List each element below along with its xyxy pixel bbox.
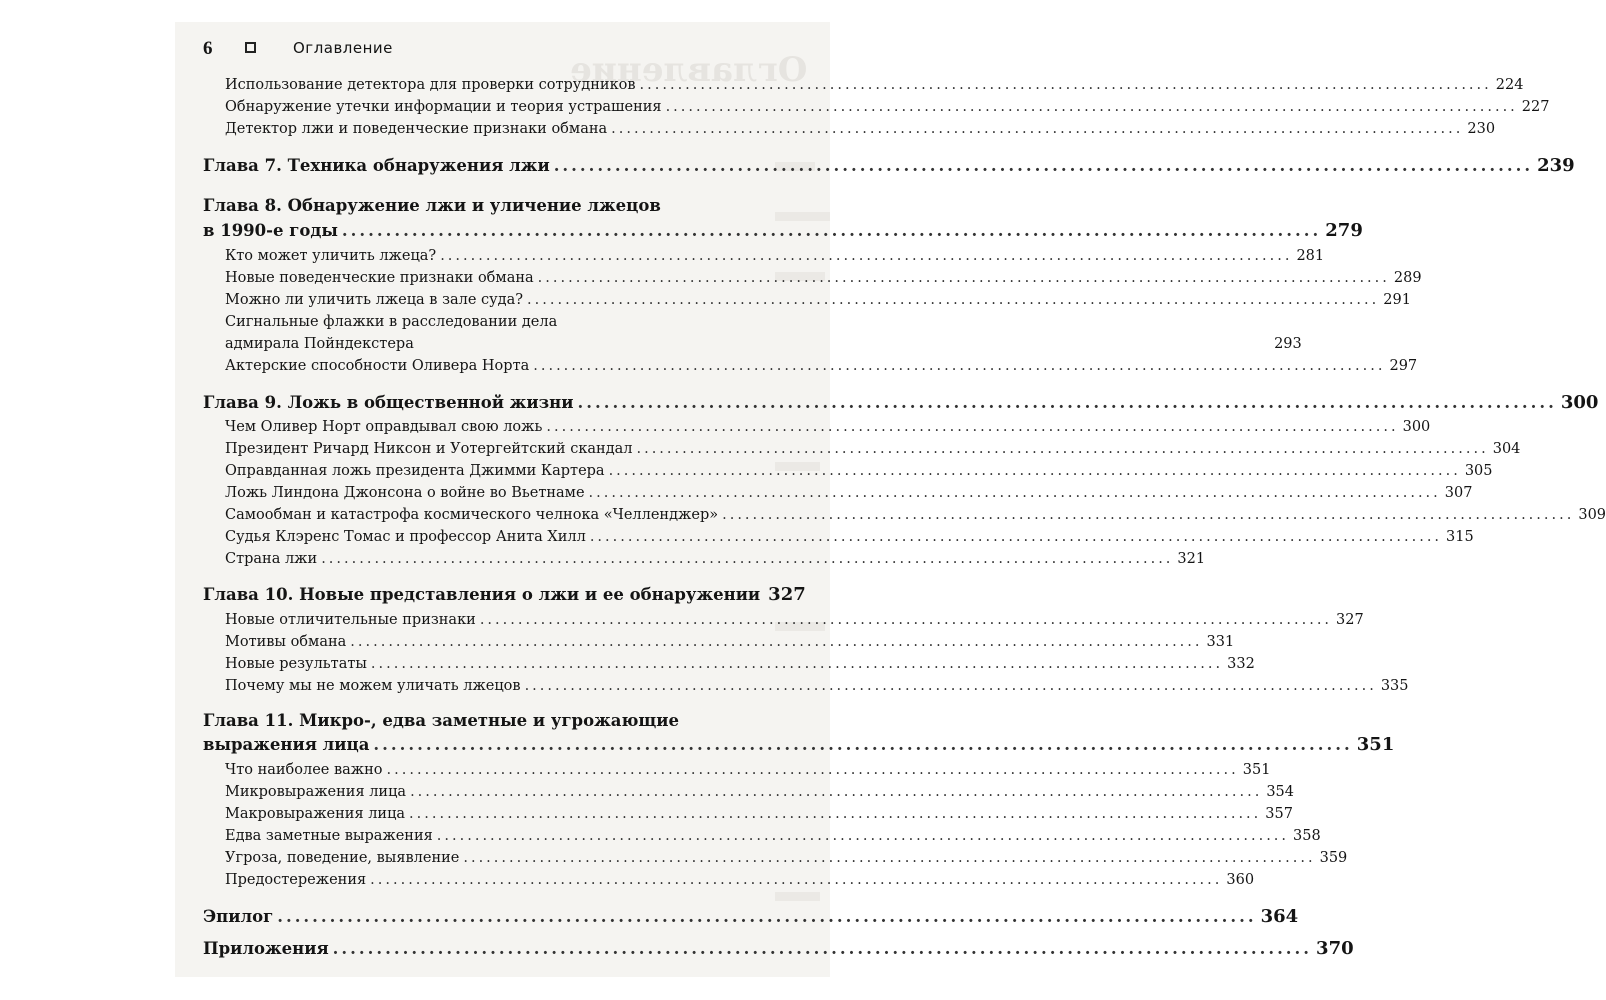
toc-entry-label: Судья Клэренс Томас и профессор Анита Хилл [225,529,586,545]
toc-chapter[interactable] [203,938,1354,959]
leader-dots: ................................................................................................................ [588,485,1441,501]
toc-entry[interactable] [225,121,1496,137]
leader-dots: ................................................................................................................ [611,121,1464,137]
toc-chapter-label: Приложения [203,939,329,958]
toc-entry[interactable] [225,784,1294,800]
leader-dots: ................................................................................................................ [386,762,1239,778]
page-number: 6 [203,38,213,59]
toc-entry-label: Что наиболее важно [225,762,383,778]
toc-chapter[interactable] [203,392,1599,413]
toc-chapter-label: в 1990-е годы [203,221,338,240]
toc-entry-label: Президент Ричард Никсон и Уотергейтский скандал [225,441,633,457]
leader-dots: ................................................................................................................ [527,292,1380,308]
toc-chapter-label: выражения лица [203,735,370,754]
toc-entry[interactable] [225,485,1473,501]
toc-entry-label: Самообман и катастрофа космического челнока «Челленджер» [225,507,719,523]
toc-entry-label: Новые отличительные признаки [225,612,476,628]
toc-entry-page: 293 [1274,336,1302,352]
toc-entry-page: 305 [1464,463,1493,479]
toc-chapter-page: 279 [1325,220,1363,241]
toc-chapter-label: Глава 10. Новые представления о лжи и ее обнаружении [203,585,761,604]
leader-dots: ................................................................................................................ [524,678,1377,694]
leader-dots: ................................................................................................................ [277,907,1257,926]
toc-entry[interactable] [225,336,1302,352]
leader-dots: ................................................................................................................ [410,784,1263,800]
toc-entry-page: 359 [1319,850,1348,866]
toc-entry-label: Угроза, поведение, выявление [225,850,460,866]
toc-entry-label[interactable]: Сигнальные флажки в расследовании дела [225,314,558,330]
leader-dots: ................................................................................................................ [440,248,1293,264]
toc-entry[interactable] [225,77,1524,93]
toc-entry-label: Микровыражения лица [225,784,407,800]
toc-entry[interactable] [225,292,1411,308]
toc-entry-page: 332 [1227,656,1255,672]
leader-dots: ................................................................................................................ [537,270,1390,286]
toc-entry[interactable] [225,828,1321,844]
toc-chapter-page: 364 [1260,906,1299,927]
toc-entry-label: Можно ли уличить лжеца в зале суда? [225,292,524,308]
toc-entry-page: 227 [1521,99,1550,115]
toc-entry[interactable] [225,99,1550,115]
toc-entry[interactable] [225,612,1364,628]
toc-entry-page: 304 [1492,441,1521,457]
leader-dots: ................................................................................................................ [321,551,1174,567]
leader-dots: ................................................................................................................ [589,529,1443,545]
toc-entry-page: 291 [1383,292,1411,308]
toc-chapter-page: 351 [1356,734,1395,755]
toc-entry-label: Обнаружение утечки информации и теория устрашения [225,99,662,115]
leader-dots: ................................................................................................................ [370,656,1224,672]
toc-chapter[interactable] [203,734,1395,755]
leader-dots: ................................................................................................................ [479,612,1333,628]
toc-chapter[interactable] [203,906,1299,927]
toc-entry-page: 230 [1467,121,1496,137]
leader-dots: ................................................................................................................ [463,850,1316,866]
toc-chapter-label[interactable]: Глава 11. Микро-, едва заметные и угрожающие [203,711,679,730]
leader-dots: ................................................................................................................ [373,735,1353,754]
toc-entry[interactable] [225,656,1255,672]
leader-dots: ................................................................................................................ [533,358,1386,374]
toc-entry-page: 331 [1206,634,1235,650]
toc-chapter-page: 300 [1560,392,1599,413]
leader-dots: ................................................................................................................ [341,221,1322,240]
toc-entry-page: 224 [1495,77,1524,93]
toc-entry-page: 289 [1393,270,1422,286]
running-title: Оглавление [293,39,393,57]
toc-entry-page: 357 [1265,806,1293,822]
toc-entry-page: 358 [1293,828,1321,844]
toc-entry-label: Новые поведенческие признаки обмана [225,270,534,286]
toc-entry-page: 309 [1578,507,1606,523]
toc-entry-label: Предостережения [225,872,367,888]
toc-entry-label: Кто может уличить лжеца? [225,248,437,264]
toc-entry-page: 300 [1402,419,1431,435]
toc-entry[interactable] [225,507,1606,523]
toc-entry-page: 327 [1336,612,1364,628]
bleed-through-line [775,892,820,901]
leader-dots: ................................................................................................................ [636,441,1489,457]
leader-dots: ................................................................................................................ [409,806,1262,822]
toc-chapter-label: Эпилог [203,907,274,926]
toc-chapter[interactable] [203,155,1575,176]
leader-dots: ................................................................................................................ [370,872,1223,888]
leader-dots: ................................................................................................................ [665,99,1518,115]
toc-chapter-page: 327 [768,584,806,605]
toc-entry-label: Чем Оливер Норт оправдывал свою ложь [225,419,543,435]
leader-dots: ................................................................................................................ [639,77,1492,93]
running-header [203,38,503,58]
leader-dots: ................................................................................................................ [553,156,1534,175]
toc-entry-label: Ложь Линдона Джонсона о войне во Вьетнаме [225,485,585,501]
bleed-through-text: Оглавление [570,50,808,90]
leader-dots: ................................................................................................................ [577,393,1557,412]
toc-entry[interactable] [225,441,1521,457]
toc-entry-page: 297 [1389,358,1418,374]
toc-entry-label: Почему мы не можем уличать лжецов [225,678,521,694]
toc-entry[interactable] [225,762,1271,778]
toc-chapter-label: Глава 9. Ложь в общественной жизни [203,393,574,412]
toc-entry[interactable] [225,248,1325,264]
toc-entry[interactable] [225,678,1409,694]
toc-entry-label: Использование детектора для проверки сотрудников [225,77,636,93]
toc-entry-label: Актерские способности Оливера Норта [225,358,530,374]
book-page [175,22,1606,977]
toc-entry[interactable] [225,806,1293,822]
toc-entry[interactable] [225,419,1431,435]
leader-dots: ................................................................................................................ [350,634,1203,650]
leader-dots: ................................................................................................................ [722,507,1575,523]
toc-entry-page: 335 [1380,678,1409,694]
toc-chapter-label: Глава 7. Техника обнаружения лжи [203,156,550,175]
toc-entry-label: Новые результаты [225,656,367,672]
leader-dots: ................................................................................................................ [546,419,1399,435]
toc-chapter[interactable] [203,584,806,605]
toc-entry[interactable] [225,463,1493,479]
toc-entry-label: Оправданная ложь президента Джимми Картера [225,463,605,479]
toc-entry[interactable] [225,850,1348,866]
toc-entry[interactable] [225,872,1255,888]
leader-dots: ................................................................................................................ [608,463,1461,479]
toc-entry-page: 315 [1446,529,1474,545]
toc-entry-label: Едва заметные выражения [225,828,433,844]
toc-entry[interactable] [225,529,1474,545]
toc-chapter-page: 239 [1537,155,1575,176]
square-bullet-icon [245,42,256,53]
toc-entry-label: Мотивы обмана [225,634,347,650]
toc-chapter[interactable] [203,220,1363,241]
toc-entry-page: 307 [1444,485,1473,501]
toc-entry-page: 281 [1296,248,1325,264]
toc-entry-page: 351 [1242,762,1271,778]
toc-entry[interactable] [225,551,1206,567]
toc-entry-label: Страна лжи [225,551,318,567]
toc-entry[interactable] [225,634,1235,650]
toc-entry[interactable] [225,358,1418,374]
toc-entry-page: 354 [1266,784,1294,800]
toc-entry-label: адмирала Пойндекстера [225,336,414,352]
toc-entry-page: 321 [1177,551,1206,567]
toc-entry-page: 360 [1226,872,1255,888]
leader-dots: ................................................................................................................ [436,828,1290,844]
toc-entry-label: Макровыражения лица [225,806,406,822]
toc-entry-label: Детектор лжи и поведенческие признаки обмана [225,121,608,137]
toc-chapter-label[interactable]: Глава 8. Обнаружение лжи и уличение лжецов [203,196,661,215]
toc-chapter-page: 370 [1316,938,1354,959]
toc-entry[interactable] [225,270,1422,286]
leader-dots: ................................................................................................................ [332,939,1313,958]
